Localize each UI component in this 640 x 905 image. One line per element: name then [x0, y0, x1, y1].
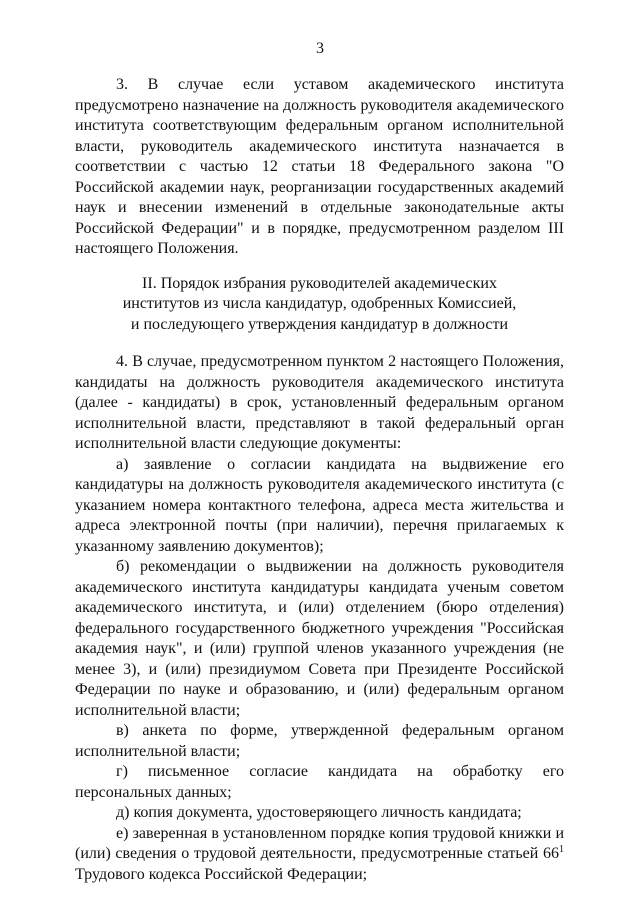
paragraph-4: 4. В случае, предусмотренном пунктом 2 настоящего Положения, кандидаты на должность руководителя академического института (далее - кандидаты) в срок, установленный федеральным органом исполнительной власти, представляют в такой федеральный орган исполнительной власти следующие документы: [75, 353, 564, 452]
item-e [75, 824, 564, 886]
item-e-superscript: 1 [559, 844, 564, 855]
item-v: в) анкета по форме, утвержденной федеральным органом исполнительной власти; [75, 722, 564, 760]
item-d: д) копия документа, удостоверяющего личность кандидата; [116, 804, 522, 821]
section-heading-line-1: II. Порядок избрания руководителей академических [142, 274, 497, 292]
item-e-tail: Трудового кодекса Российской Федерации; [75, 865, 368, 883]
item-b: б) рекомендации о выдвижении на должность руководителя академического института кандидатуры кандидата ученым советом академического института, и (или) отделением (бюро отделения) федерального государственного бюджетного учреждения "Российская академия наук", и (или) группой членов указанного учреждения (не менее 3), и (или) президиумом Совета при Президенте Российской Федерации по науке и образованию, и (или) федеральным органом исполнительной власти; [75, 558, 564, 719]
page-number: 3 [316, 40, 324, 57]
section-heading-line-3: и последующего утверждения кандидатур в должности [130, 315, 509, 333]
section-heading [75, 274, 564, 336]
section-heading-line-2: институтов из числа кандидатур, одобренных Комиссией, [122, 295, 517, 312]
document-body [75, 75, 564, 885]
paragraph-3: 3. В случае если уставом академического института предусмотрено назначение на должность руководителя академического института соответствующим федеральным органом исполнительной власти, руководитель академического института назначается в соответствии с частью 12 статьи 18 Федерального закона "О Российской академии наук, реорганизации государственных академий наук и внесении изменений в отдельные законодательные акты Российской Федерации" и в порядке, предусмотренном разделом III настоящего Положения. [75, 76, 564, 257]
item-a: а) заявление о согласии кандидата на выдвижение его кандидатуры на должность руководителя академического института (с указанием номера контактного телефона, адреса места жительства и адреса электронной почты (при наличии), перечня прилагаемых к указанному заявлению документов); [75, 455, 564, 555]
item-g: г) письменное согласие кандидата на обработку его персональных данных; [75, 763, 564, 801]
item-e-text: е) заверенная в установленном порядке копия трудовой книжки и (или) сведения о трудовой деятельности, предусмотренные статьей 66 [75, 824, 564, 862]
